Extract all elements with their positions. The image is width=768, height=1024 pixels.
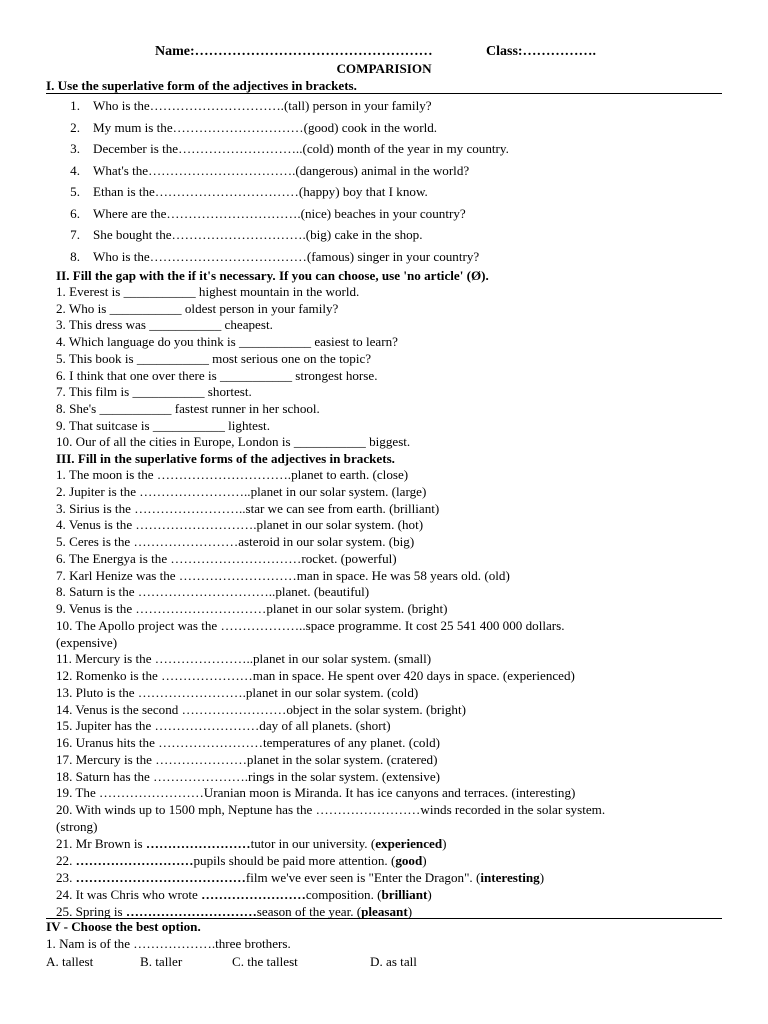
worksheet-title: COMPARISION — [336, 61, 432, 76]
section-1-item-text: Who is the………………………………(famous) singer in your country? — [93, 248, 480, 264]
section-3-item: 3. Sirius is the ……………………..star we can see from earth. (brilliant) — [56, 500, 440, 516]
section-3-item: 5. Ceres is the ……………………asteroid in our solar system. (big) — [56, 534, 415, 549]
section-2-item: 8. She's ___________ fastest runner in her school. — [56, 400, 320, 416]
section-1-item-number: 8. — [70, 248, 80, 264]
bold-fragment: ………………………… — [125, 904, 257, 919]
section-1-item-number: 2. — [70, 119, 80, 135]
bold-fragment: pleasant — [361, 904, 408, 919]
section-4-heading: IV - Choose the best option. — [46, 919, 201, 934]
text-fragment: ) — [539, 870, 545, 885]
section-3-heading: III. Fill in the superlative forms of the adjectives in brackets. — [56, 451, 395, 466]
section-1-item-text: She bought the………………………….(big) cake in the shop. — [93, 227, 423, 242]
section-3-item: 16. Uranus hits the ……………………temperatures of any planet. (cold) — [56, 735, 440, 750]
section-3-item: 20. With winds up to 1500 mph, Neptune has the ……………………winds recorded in the solar system. — [56, 802, 606, 817]
section-2-item: 6. I think that one over there is ___________ strongest horse. — [56, 367, 378, 383]
bold-fragment: …………………… — [201, 887, 306, 902]
section-3-item: 13. Pluto is the …………………….planet in our solar system. (cold) — [56, 684, 419, 700]
text-fragment: film we've ever seen is "Enter the Dragon". ( — [245, 870, 481, 885]
section-3-item: 14. Venus is the second ……………………object in the solar system. (bright) — [56, 701, 466, 717]
section-3-item: 10. The Apollo project was the ………………..space programme. It cost 25 541 400 000 dollars. — [56, 617, 565, 633]
bold-fragment: ……………………… — [75, 853, 194, 868]
section-2-item: 1. Everest is ___________ highest mountain in the world. — [56, 284, 360, 299]
answer-option: C. the tallest — [232, 954, 298, 969]
section-2-item: 7. This film is ___________ shortest. — [56, 384, 252, 400]
section-1-item-text: Where are the………………………….(nice) beaches in your country? — [93, 205, 466, 221]
section-1-item-text: My mum is the…………………………(good) cook in the world. — [93, 119, 438, 135]
text-fragment: ) — [407, 904, 413, 919]
section-1-item-text: Ethan is the……………………………(happy) boy that I know. — [93, 184, 428, 199]
section-1-item-text: What's the…………………………….(dangerous) animal in the world? — [93, 162, 470, 178]
text-fragment: ) — [442, 836, 447, 851]
bold-fragment: ………………………………… — [75, 870, 246, 885]
text-fragment: 22. — [56, 853, 76, 868]
answer-option: D. as tall — [370, 954, 417, 969]
section-3-item: (strong) — [56, 818, 98, 834]
section-3-item: 1. The moon is the ………………………….planet to earth. (close) — [56, 467, 409, 482]
section-1-item-number: 1. — [70, 98, 80, 113]
section-1-heading: I. Use the superlative form of the adjectives in brackets. — [46, 78, 357, 93]
section-3-bold-item — [56, 853, 427, 869]
section-4-question: 1. Nam is of the ……………….three brothers. — [46, 936, 291, 951]
section-3-item: 2. Jupiter is the ……………………..planet in our solar system. (large) — [56, 483, 427, 499]
section-2-item: 3. This dress was ___________ cheapest. — [56, 317, 273, 333]
bold-fragment: brilliant — [381, 887, 428, 902]
section-3-bold-item — [56, 887, 432, 903]
section-1-item-text: December is the………………………..(cold) month of the year in my country. — [93, 141, 509, 156]
section-3-item: (expensive) — [56, 634, 118, 650]
bold-fragment: experienced — [375, 836, 443, 851]
text-fragment: 25. Spring is — [56, 904, 126, 919]
section-3-item: 17. Mercury is the …………………planet in the solar system. (cratered) — [56, 751, 438, 767]
section-3-item: 12. Romenko is the …………………man in space. He spent over 420 days in space. (experienced) — [56, 668, 575, 683]
bold-fragment: interesting — [480, 870, 540, 885]
text-fragment: pupils should be paid more attention. ( — [193, 853, 396, 868]
class-field-label: Class:……………. — [486, 44, 597, 59]
section-1-item-number: 7. — [70, 227, 80, 242]
section-3-item: 7. Karl Henize was the ………………………man in space. He was 58 years old. (old) — [56, 567, 510, 583]
text-fragment: 23. — [56, 870, 76, 885]
section-2-item: 10. Our of all the cities in Europe, London is ___________ biggest. — [56, 434, 411, 450]
section-3-item: 6. The Energya is the …………………………rocket. (powerful) — [56, 550, 397, 566]
section-2-item: 9. That suitcase is ___________ lightest. — [56, 417, 270, 433]
section-1-item-number: 4. — [70, 162, 80, 178]
section-3-item: 4. Venus is the ……………………….planet in our solar system. (hot) — [56, 517, 424, 533]
section-3-item: 8. Saturn is the …………………………..planet. (beautiful) — [56, 584, 370, 600]
name-field-label: Name:…………………………………………… — [155, 44, 433, 59]
section-3-item: 11. Mercury is the …………………..planet in our solar system. (small) — [56, 651, 432, 667]
section-2-item: 5. This book is ___________ most serious one on the topic? — [56, 350, 372, 366]
section-3-bold-item — [56, 836, 447, 852]
section-2-heading: II. Fill the gap with the if it's necessary. If you can choose, use 'no article' (Ø). — [56, 268, 489, 283]
answer-option: A. tallest — [46, 954, 94, 969]
section-3-item: 15. Jupiter has the ……………………day of all planets. (short) — [56, 718, 391, 734]
text-fragment: tutor in our university. ( — [250, 836, 376, 851]
section-2-item: 2. Who is ___________ oldest person in your family? — [56, 300, 339, 316]
bold-fragment: …………………… — [145, 836, 251, 851]
section-1-item-number: 3. — [70, 141, 80, 156]
section-2-item: 4. Which language do you think is ___________ easiest to learn? — [56, 334, 398, 350]
answer-option: B. taller — [140, 954, 183, 969]
text-fragment: ) — [422, 853, 427, 868]
section-3-item: 9. Venus is the …………………………planet in our solar system. (bright) — [56, 601, 448, 616]
text-fragment: composition. ( — [305, 887, 382, 902]
section-1-item-number: 6. — [70, 205, 80, 221]
section-1-rule — [46, 93, 722, 94]
section-1-item-number: 5. — [70, 184, 80, 199]
section-3-item: 19. The ……………………Uranian moon is Miranda. It has ice canyons and terraces. (interesting) — [56, 785, 576, 801]
text-fragment: ) — [427, 887, 432, 902]
text-fragment: 21. Mr Brown is — [56, 836, 146, 851]
bold-fragment: good — [395, 853, 423, 868]
text-fragment: 24. It was Chris who wrote — [56, 887, 202, 902]
text-fragment: season of the year. ( — [256, 904, 362, 919]
section-3-bold-item — [56, 870, 544, 886]
section-1-item-text: Who is the………………………….(tall) person in your family? — [93, 98, 432, 113]
section-3-item: 18. Saturn has the ………………….rings in the solar system. (extensive) — [56, 768, 441, 784]
